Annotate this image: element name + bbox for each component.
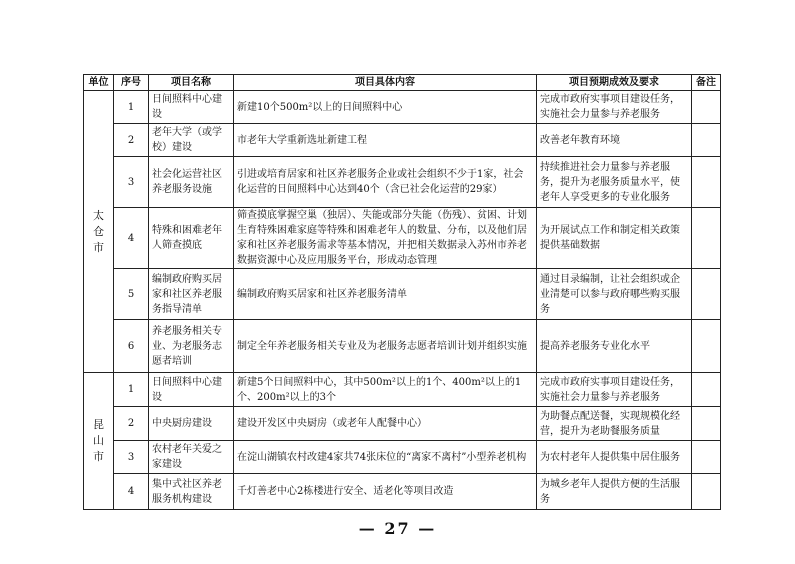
row-no: 3 xyxy=(114,157,149,208)
project-content: 在淀山湖镇农村改建4家共74张床位的“离家不离村”小型养老机构 xyxy=(234,441,537,474)
project-note xyxy=(692,91,721,124)
project-name: 养老服务相关专业、为老服务志愿者培训 xyxy=(149,320,234,373)
header-unit: 单位 xyxy=(84,75,114,91)
project-table xyxy=(83,74,721,510)
table-row xyxy=(84,91,721,124)
row-no: 4 xyxy=(114,474,149,510)
table-row xyxy=(84,441,721,474)
table-row xyxy=(84,407,721,441)
project-content: 千灯善老中心2栋楼进行安全、适老化等项目改造 xyxy=(234,474,537,510)
project-expected: 为城乡老年人提供方便的生活服务 xyxy=(537,474,692,510)
project-note xyxy=(692,269,721,320)
header-no: 序号 xyxy=(114,75,149,91)
unit-cell-taicang: 太仓市 xyxy=(84,91,114,373)
header-content: 项目具体内容 xyxy=(234,75,537,91)
project-name: 农村老年关爱之家建设 xyxy=(149,441,234,474)
project-expected: 改善老年教育环境 xyxy=(537,124,692,157)
unit-cell-kunshan: 昆山市 xyxy=(84,373,114,510)
project-expected: 为开展试点工作和制定相关政策提供基础数据 xyxy=(537,208,692,269)
row-no: 2 xyxy=(114,407,149,441)
project-name: 特殊和困难老年人筛查摸底 xyxy=(149,208,234,269)
project-content: 建设开发区中央厨房（或老年人配餐中心） xyxy=(234,407,537,441)
project-note xyxy=(692,373,721,407)
project-note xyxy=(692,320,721,373)
project-content: 编制政府购买居家和社区养老服务清单 xyxy=(234,269,537,320)
page-number: — 27 — xyxy=(358,519,437,538)
project-expected: 提高养老服务专业化水平 xyxy=(537,320,692,373)
project-name: 老年大学（或学校）建设 xyxy=(149,124,234,157)
row-no: 2 xyxy=(114,124,149,157)
project-name: 日间照料中心建设 xyxy=(149,91,234,124)
row-no: 5 xyxy=(114,269,149,320)
row-no: 1 xyxy=(114,373,149,407)
project-expected: 持续推进社会力量参与养老服务，提升为老服务质量水平，使老年人享受更多的专业化服务 xyxy=(537,157,692,208)
project-content: 引进或培育居家和社区养老服务企业或社会组织不少于1家，社会化运营的日间照料中心达到40个（含已社会化运营的29家） xyxy=(234,157,537,208)
project-expected: 为助餐点配送餐，实现规模化经营，提升为老助餐服务质量 xyxy=(537,407,692,441)
project-name: 社会化运营社区养老服务设施 xyxy=(149,157,234,208)
table-row xyxy=(84,157,721,208)
row-no: 1 xyxy=(114,91,149,124)
project-expected: 完成市政府实事项目建设任务，实施社会力量参与养老服务 xyxy=(537,373,692,407)
table-row xyxy=(84,474,721,510)
table-row xyxy=(84,373,721,407)
project-note xyxy=(692,441,721,474)
header-name: 项目名称 xyxy=(149,75,234,91)
project-content: 新建5个日间照料中心，其中500m²以上的1个、400m²以上的1个、200m²以上的3个 xyxy=(234,373,537,407)
project-content: 市老年大学重新选址新建工程 xyxy=(234,124,537,157)
header-row xyxy=(84,75,721,91)
project-content: 新建10个500m²以上的日间照料中心 xyxy=(234,91,537,124)
project-content: 筛查摸底掌握空巢（独居）、失能或部分失能（伤残）、贫困、计划生育特殊困难家庭等特殊和困难老年人的数量、分布，以及他们居家和社区养老服务需求等基本情况，并把相关数据录入苏州市养老数据资源中心及应用服务平台，形成动态管理 xyxy=(234,208,537,269)
project-expected: 通过目录编制，让社会组织或企业清楚可以参与政府哪些购买服务 xyxy=(537,269,692,320)
row-no: 3 xyxy=(114,441,149,474)
project-note xyxy=(692,124,721,157)
project-content: 制定全年养老服务相关专业及为老服务志愿者培训计划并组织实施 xyxy=(234,320,537,373)
project-expected: 为农村老年人提供集中居住服务 xyxy=(537,441,692,474)
table-row xyxy=(84,320,721,373)
project-note xyxy=(692,208,721,269)
project-name: 集中式社区养老服务机构建设 xyxy=(149,474,234,510)
project-name: 编制政府购买居家和社区养老服务指导清单 xyxy=(149,269,234,320)
project-name: 日间照料中心建设 xyxy=(149,373,234,407)
project-note xyxy=(692,474,721,510)
project-name: 中央厨房建设 xyxy=(149,407,234,441)
table-row xyxy=(84,269,721,320)
table-row xyxy=(84,124,721,157)
project-note xyxy=(692,157,721,208)
project-note xyxy=(692,407,721,441)
row-no: 6 xyxy=(114,320,149,373)
table-row xyxy=(84,208,721,269)
header-note: 备注 xyxy=(692,75,721,91)
header-expected: 项目预期成效及要求 xyxy=(537,75,692,91)
project-expected: 完成市政府实事项目建设任务，实施社会力量参与养老服务 xyxy=(537,91,692,124)
row-no: 4 xyxy=(114,208,149,269)
